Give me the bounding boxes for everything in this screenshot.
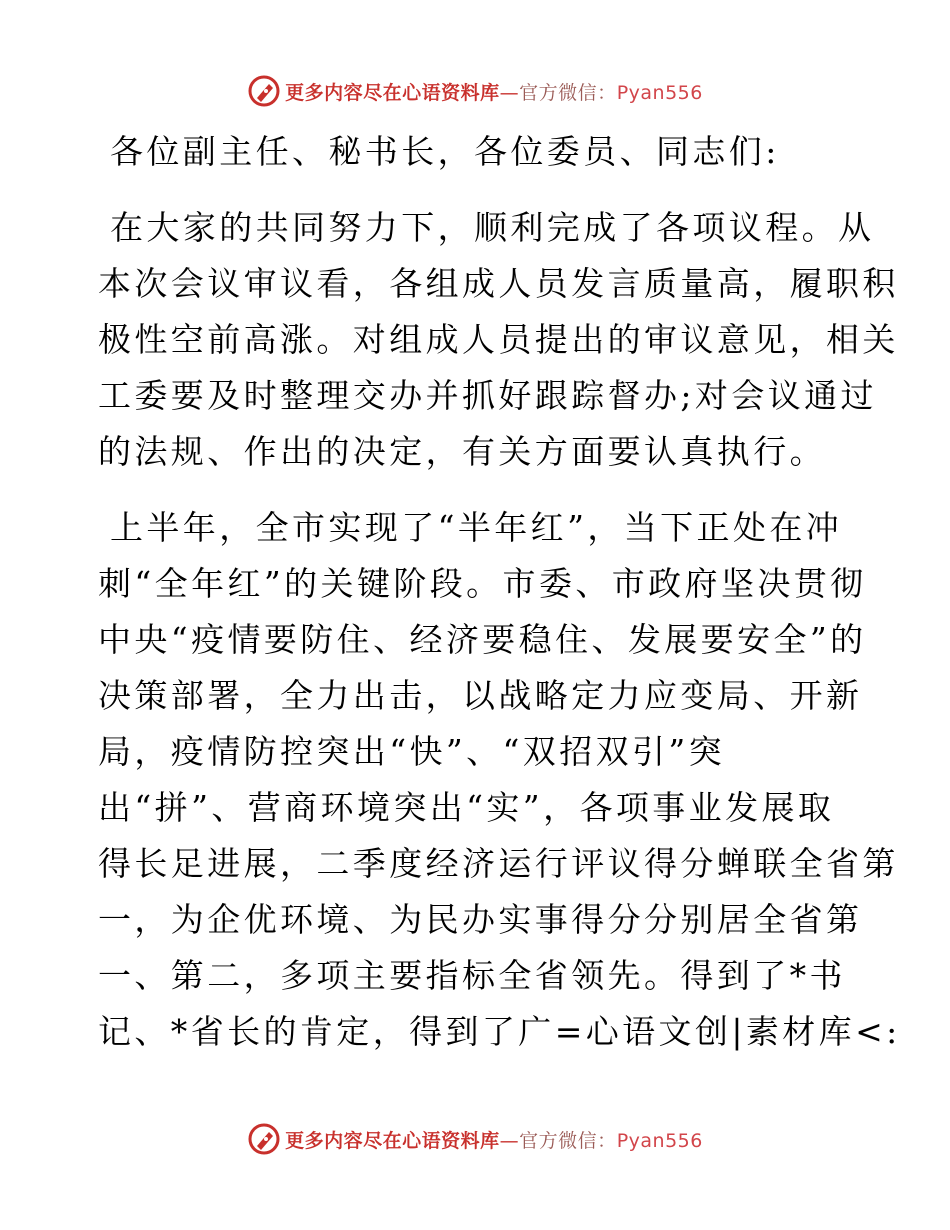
watermark-official: 官方微信： <box>519 81 617 104</box>
text-line: 的法规、作出的决定，有关方面要认真执行。 <box>98 432 826 471</box>
watermark-official: 官方微信： <box>519 1129 617 1152</box>
pen-nib-logo-icon <box>247 74 281 108</box>
paragraph-meeting <box>98 200 899 480</box>
text-line: 记、*省长的肯定，得到了广=心语文创|素材库<: <box>98 1012 901 1051</box>
text-line: 一，为企优环境、为民办实事得分分别居全省第 <box>98 900 863 939</box>
watermark-text <box>285 78 703 105</box>
text-line: 本次会议审议看，各组成人员发言质量高，履职积 <box>98 264 899 303</box>
text-line: 上半年，全市实现了“半年红”，当下正处在冲 <box>110 508 843 547</box>
text-line: 一、第二，多项主要指标全省领先。得到了*书 <box>98 956 846 995</box>
watermark-main: 更多内容尽在心语资料库 <box>285 1129 500 1152</box>
paragraph-greeting <box>98 124 850 180</box>
text-line: 出“拼”、营商环境突出“实”，各项事业发展取 <box>98 788 835 827</box>
text-line: 极性空前高涨。对组成人员提出的审议意见，相关 <box>98 320 899 359</box>
text-line: 得长足进展，二季度经济运行评议得分蝉联全省第 <box>98 844 899 883</box>
watermark-id: Pyan556 <box>616 1129 703 1152</box>
text-line: 局，疫情防控突出“快”、“双招双引”突 <box>98 732 726 771</box>
text-line: 工委要及时整理交办并抓好跟踪督办;对会议通过 <box>98 376 877 415</box>
text-line: 中央“疫情要防住、经济要稳住、发展要安全”的 <box>98 620 867 659</box>
text-line: 在大家的共同努力下，顺利完成了各项议程。从 <box>110 208 875 247</box>
text-line: 决策部署，全力出击，以战略定力应变局、开新 <box>98 676 863 715</box>
watermark-dash: — <box>499 81 520 104</box>
watermark-dash: — <box>499 1129 520 1152</box>
document-body <box>98 124 901 1060</box>
watermark-header <box>0 71 950 111</box>
text-line: 各位副主任、秘书长，各位委员、同志们: <box>110 132 780 171</box>
watermark-main: 更多内容尽在心语资料库 <box>285 81 500 104</box>
watermark-footer <box>0 1119 950 1159</box>
watermark-text <box>285 1126 703 1153</box>
pen-nib-logo-icon <box>247 1122 281 1156</box>
text-line: 刺“全年红”的关键阶段。市委、市政府坚决贯彻 <box>98 564 867 603</box>
watermark-id: Pyan556 <box>616 81 703 104</box>
paragraph-first-half <box>98 500 901 1060</box>
